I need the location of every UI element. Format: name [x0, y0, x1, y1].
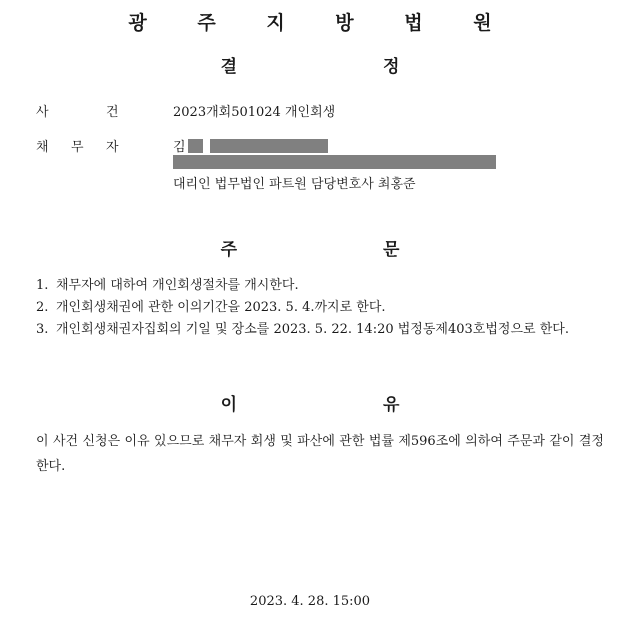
order-item: 3. 개인회생채권자집회의 기일 및 장소를 2023. 5. 22. 14:20 법정동제403호법정으로 한다.	[36, 322, 569, 337]
reason-heading: 이 유	[220, 395, 470, 415]
case-label-char-2: 건	[106, 105, 119, 120]
debtor-address-row	[173, 155, 496, 171]
order-heading: 주 문	[220, 240, 470, 260]
debtor-name-row	[173, 136, 328, 155]
court-name: 광 주 지 방 법 원	[128, 12, 514, 34]
debtor-label-char-3: 자	[106, 140, 119, 155]
debtor-name-prefix: 김	[173, 140, 186, 155]
order-list	[36, 275, 606, 341]
order-item: 2. 개인회생채권에 관한 이의기간을 2023. 5. 4.까지로 한다.	[36, 300, 386, 315]
reason-text: 이 사건 신청은 이유 있으므로 채무자 회생 및 파산에 관한 법률 제596조에 의하여 주문과 같이 결정한다.	[36, 434, 604, 474]
redaction-block	[173, 155, 496, 169]
decision-date: 2023. 4. 28. 15:00	[249, 594, 371, 609]
redaction-block	[210, 139, 328, 153]
redaction-block	[188, 139, 203, 153]
debtor-label-char-1: 채	[36, 140, 49, 155]
case-number: 2023개회501024 개인회생	[173, 105, 336, 120]
case-label-char-1: 사	[36, 105, 49, 120]
debtor-label-char-2: 무	[71, 140, 84, 155]
debtor-agent: 대리인 법무법인 파트원 담당변호사 최홍준	[173, 177, 416, 192]
order-item: 1. 채무자에 대하여 개인회생절차를 개시한다.	[36, 278, 299, 293]
document-type-heading: 결 정	[220, 57, 470, 77]
